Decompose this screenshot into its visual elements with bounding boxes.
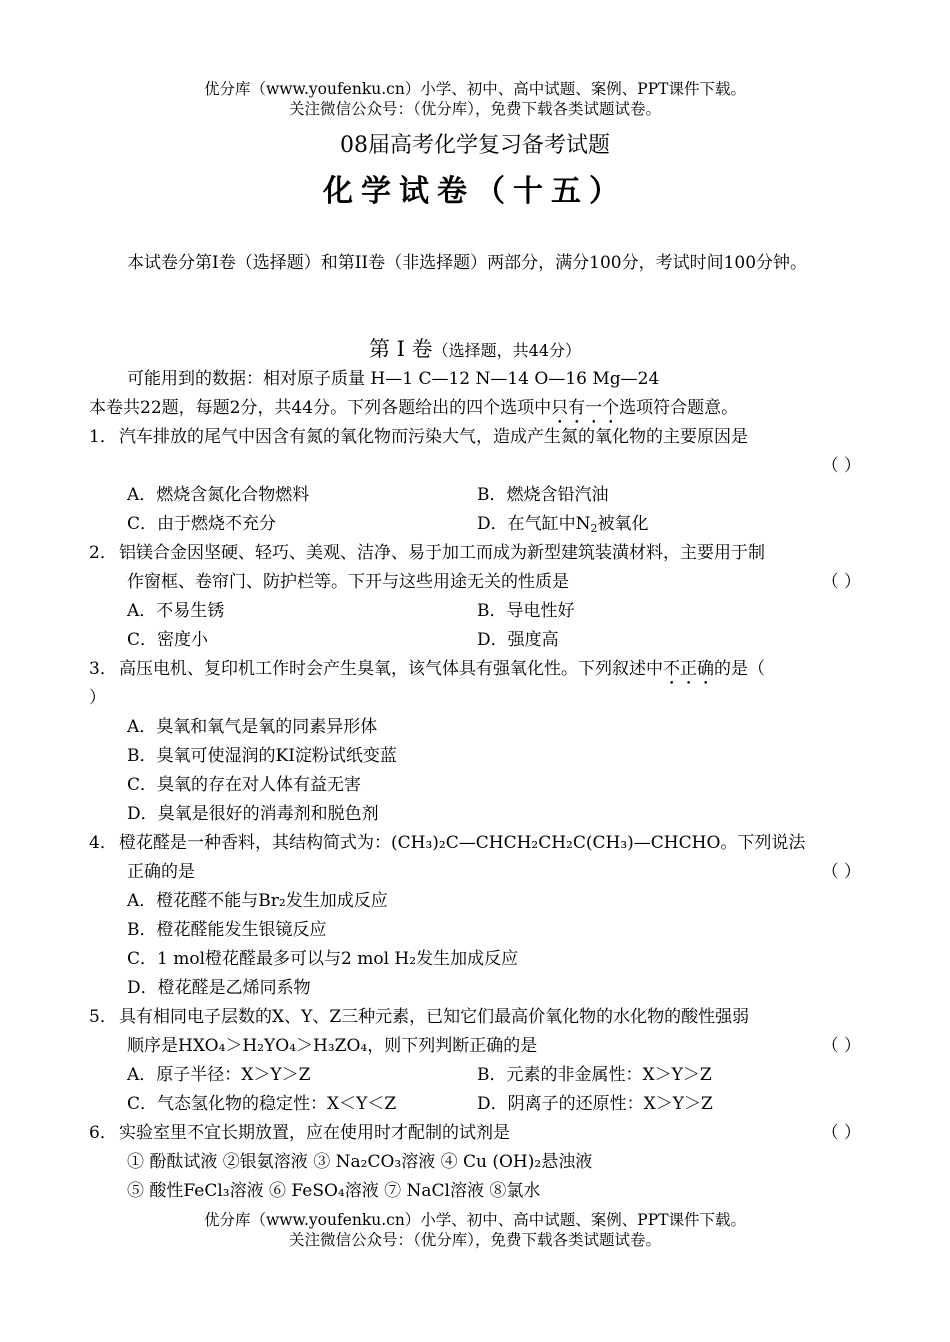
options-row — [89, 1061, 861, 1090]
question-stem-cont: 顺序是HXO₄＞H₂YO₄＞H₃ZO₄，则下列判断正确的是 — [127, 1036, 538, 1056]
question-4 — [89, 829, 861, 887]
option-c: C．密度小 — [127, 630, 209, 650]
option-a: A．不易生锈 — [127, 601, 225, 621]
header-line-1: 优分库（www.youfenku.cn）小学、初中、高中试题、案例、PPT课件下载。 — [203, 80, 747, 98]
answer-blank: （ ） — [821, 1123, 861, 1143]
question-stem: 汽车排放的尾气中因含有氮的氧化物而污染大气，造成产生氮的氧化物的主要原因是 — [119, 427, 748, 447]
option-d: D．臭氧是很好的消毒剂和脱色剂 — [127, 804, 379, 824]
reagent-list-2: ⑤ 酸性FeCl₃溶液 ⑥ FeSO₄溶液 ⑦ NaCl溶液 ⑧氯水 — [127, 1181, 541, 1201]
question-number: 3． — [89, 659, 117, 679]
option-c: C．1 mol橙花醛最多可以与2 mol H₂发生加成反应 — [127, 949, 519, 969]
option-a: A．燃烧含氮化合物燃料 — [127, 485, 310, 505]
intro-paragraph: 本试卷分第I卷（选择题）和第II卷（非选择题）两部分，满分100分，考试时间100分钟。 — [127, 253, 808, 273]
option-b: B．臭氧可使湿润的KI淀粉试纸变蓝 — [127, 746, 397, 766]
answer-blank-close: ） — [89, 688, 106, 708]
rules-line: 本卷共22题，每题2分，共44分。下列各题给出的四个选项中只有一个选项符合题意。 — [89, 398, 739, 418]
question-3 — [89, 655, 861, 684]
option-c: C．由于燃烧不充分 — [127, 514, 277, 534]
answer-blank: （ ） — [821, 572, 861, 592]
option-c: C．臭氧的存在对人体有益无害 — [127, 775, 362, 795]
question-stem: 橙花醛是一种香料，其结构简式为：(CH₃)₂C—CHCH₂CH₂C(CH₃)—CHCHO。下列说法 — [119, 833, 806, 853]
option-d: D．强度高 — [477, 630, 559, 650]
option-b: B．导电性好 — [477, 601, 575, 621]
options-row — [89, 626, 861, 655]
emphasis-incorrect: 不正确 — [663, 659, 714, 679]
question-stem: 铝镁合金因坚硬、轻巧、美观、洁净、易于加工而成为新型建筑装潢材料，主要用于制 — [119, 543, 765, 563]
option-b: B．元素的非金属性：X＞Y＞Z — [477, 1065, 712, 1085]
question-5 — [89, 1003, 861, 1061]
options-row — [89, 510, 861, 539]
question-stem-cont: 作窗框、卷帘门、防护栏等。下开与这些用途无关的性质是 — [127, 572, 569, 592]
question-number: 1． — [89, 427, 117, 447]
question-stem: 具有相同电子层数的X、Y、Z三种元素，已知它们最高价氧化物的水化物的酸性强弱 — [119, 1007, 750, 1027]
question-2 — [89, 539, 861, 597]
answer-blank: （ ） — [821, 1036, 861, 1056]
emphasis-only-one: 只有一个 — [551, 398, 620, 418]
section-note: （选择题，共44分） — [432, 341, 582, 360]
option-a: A．橙花醛不能与Br₂发生加成反应 — [127, 891, 388, 911]
question-number: 4． — [89, 833, 117, 853]
question-stem-cont: 正确的是 — [127, 862, 195, 882]
reagent-list-1: ① 酚酞试液 ②银氨溶液 ③ Na₂CO₃溶液 ④ Cu (OH)₂悬浊液 — [127, 1152, 593, 1172]
option-a: A．原子半径：X＞Y＞Z — [127, 1065, 311, 1085]
question-number: 5． — [89, 1007, 117, 1027]
atomic-mass-data: 可能用到的数据：相对原子质量 H—1 C—12 N—14 O—16 Mg—24 — [127, 369, 660, 389]
section-name: 第 I 卷 — [368, 337, 433, 361]
option-d: D．在气缸中$N_2$被氧化 — [477, 514, 649, 535]
option-b: B．橙花醛能发生银镜反应 — [127, 920, 327, 940]
question-number: 6． — [89, 1123, 117, 1143]
question-6 — [89, 1119, 861, 1148]
question-body — [89, 365, 861, 1206]
option-a: A．臭氧和氧气是氧的同素异形体 — [127, 717, 378, 737]
question-number: 2． — [89, 543, 117, 563]
answer-blank: （ ） — [821, 862, 861, 882]
footer-line-1: 优分库（www.youfenku.cn）小学、初中、高中试题、案例、PPT课件下载。 — [203, 1211, 747, 1229]
options-row — [89, 1090, 861, 1119]
option-d: D．阴离子的还原性：X＞Y＞Z — [477, 1094, 713, 1114]
footer-line-2: 关注微信公众号：（优分库），免费下载各类试题试卷。 — [288, 1231, 661, 1249]
question-stem: 实验室里不宜长期放置，应在使用时才配制的试剂是 — [119, 1123, 510, 1143]
options-row — [89, 597, 861, 626]
option-b: B．燃烧含铅汽油 — [477, 485, 609, 505]
exam-subtitle: 08届高考化学复习备考试题 — [340, 133, 610, 158]
answer-blank: （ ） — [821, 456, 861, 476]
header-line-2: 关注微信公众号：（优分库），免费下载各类试题试卷。 — [288, 100, 661, 118]
question-1 — [89, 423, 861, 481]
section-heading — [0, 333, 950, 367]
options-row — [89, 481, 861, 510]
question-stem: 高压电机、复印机工作时会产生臭氧，该气体具有强氧化性。下列叙述中不正确的是（ — [119, 659, 765, 679]
option-c: C．气态氢化物的稳定性：X＜Y＜Z — [127, 1094, 397, 1114]
exam-title: 化学试卷（十五） — [323, 174, 627, 209]
option-d: D．橙花醛是乙烯同系物 — [127, 978, 311, 998]
